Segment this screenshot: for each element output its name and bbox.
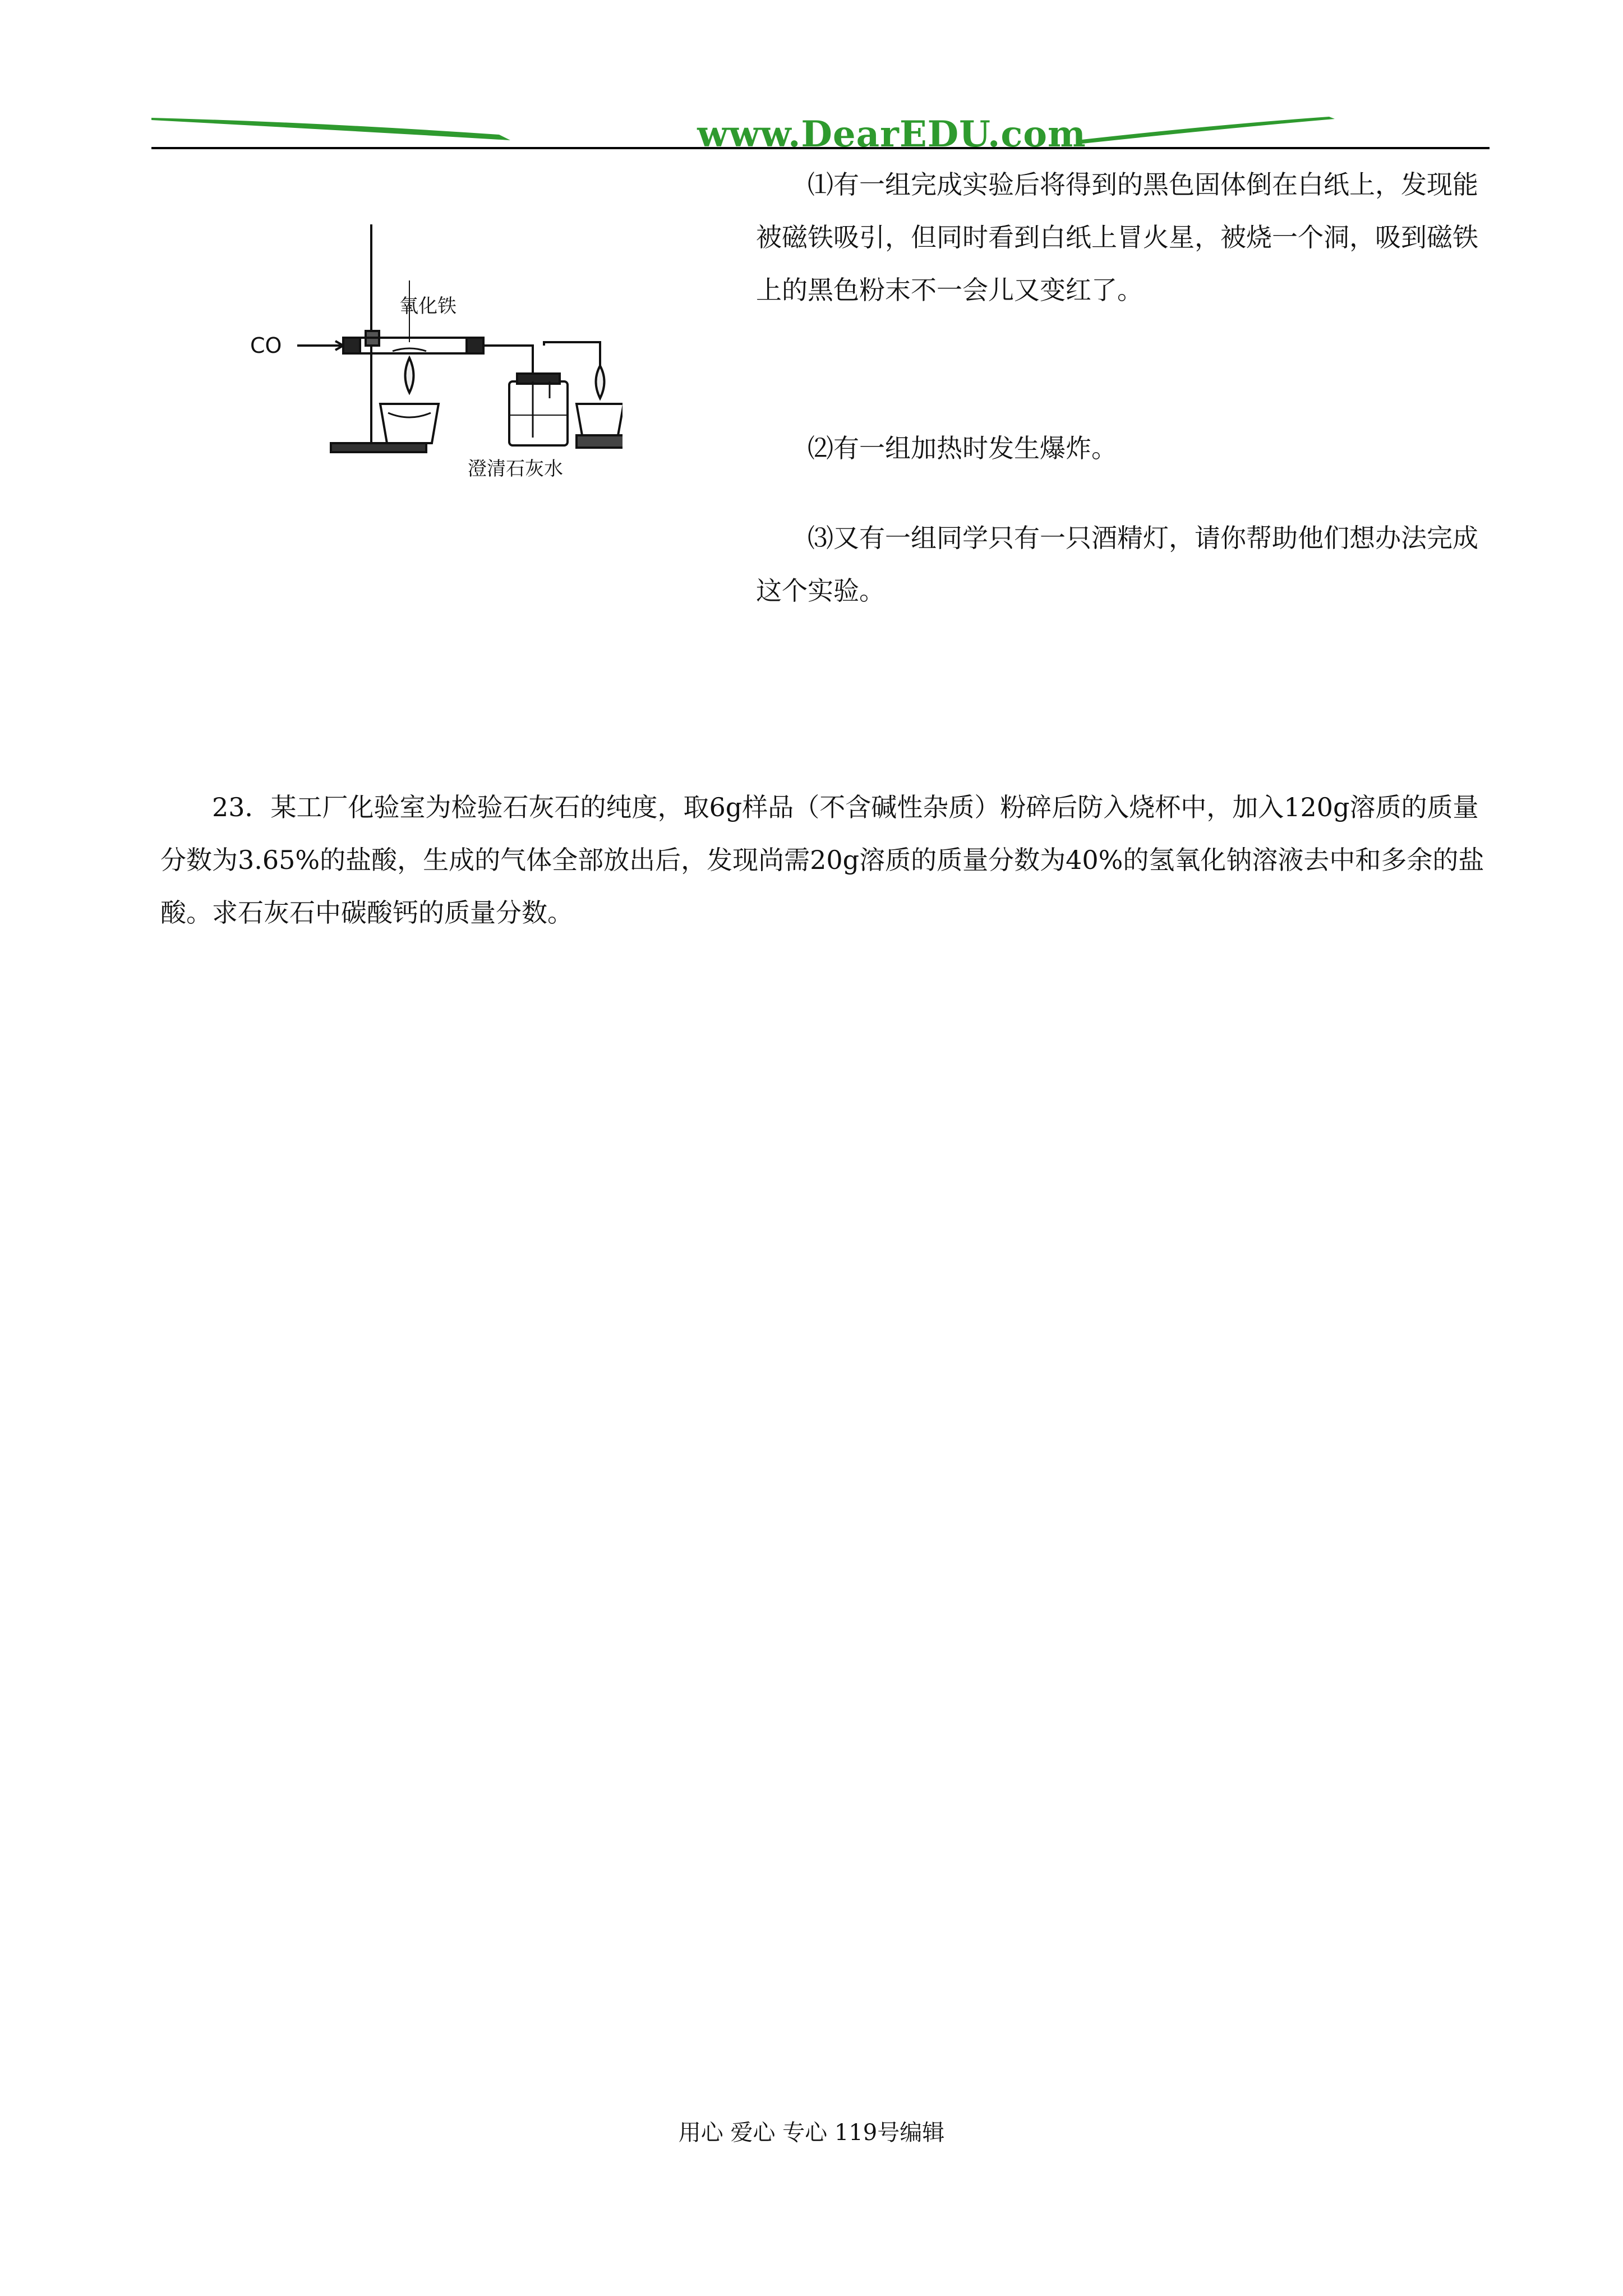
question-23: 23．某工厂化验室为检验石灰石的纯度，取6g样品（不含碱性杂质）粉碎后防入烧杯中，加入120g溶质的质量分数为3.65%的盐酸，生成的气体全部放出后，发现尚需20g溶质的质量分数为40%的氢氧化钠溶液去中和多余的盐酸。求石灰石中碳酸钙的质量分数。: [160, 792, 1484, 928]
header-divider: [151, 147, 1490, 149]
site-header: [151, 112, 1623, 157]
sub-question-3: ⑶又有一组同学只有一只酒精灯，请你帮助他们想办法完成这个实验。: [756, 523, 1478, 606]
site-name: www.DearEDU.com: [697, 113, 1086, 155]
sub-question-1: ⑴有一组完成实验后将得到的黑色固体倒在白纸上，发现能被磁铁吸引，但同时看到白纸上冒火星，被烧一个洞，吸到磁铁上的黑色粉末不一会儿又变红了。: [756, 169, 1478, 305]
co-reduction-apparatus-diagram: [241, 213, 623, 488]
page-footer: 用心 爱心 专心 119号编辑: [678, 2120, 945, 2146]
iron-oxide-label: 氧化铁: [399, 295, 457, 318]
limewater-label: 澄清石灰水: [468, 458, 563, 480]
sub-question-2: ⑵有一组加热时发生爆炸。: [808, 433, 1117, 463]
apparatus-figure: [241, 213, 623, 488]
co-label: CO: [250, 333, 282, 358]
